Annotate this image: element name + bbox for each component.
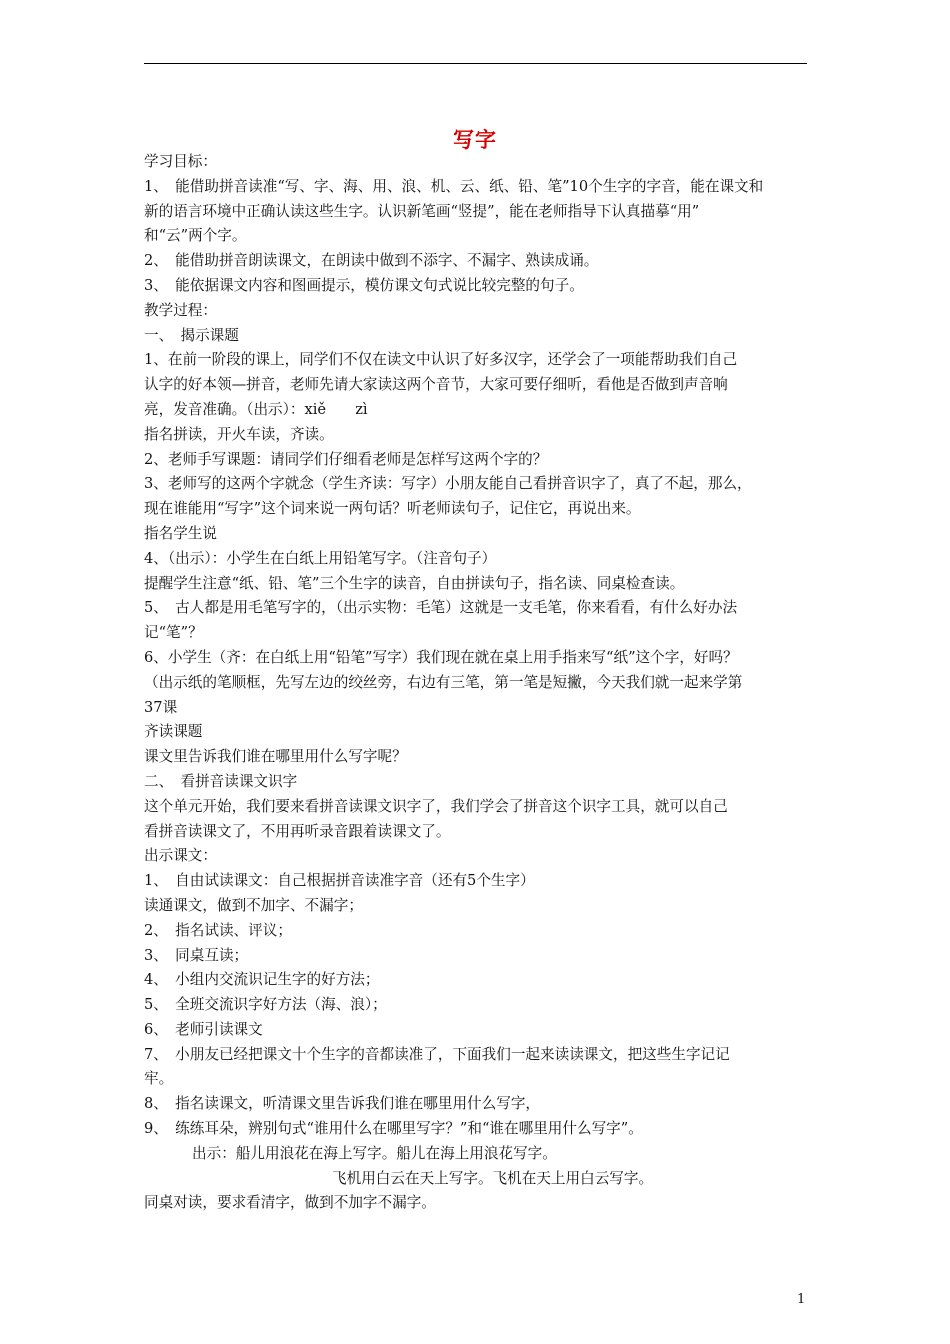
paragraph-line: 记“笔”？: [144, 624, 203, 642]
paragraph-line: 6、小学生（齐：在白纸上用“铅笔”写字）我们现在就在桌上用手指来写“纸”这个字，好吗？: [144, 648, 738, 666]
paragraph-line: 指名拼读，开火车读，齐读。: [144, 425, 334, 443]
paragraph-line: 1、在前一阶段的课上，同学们不仅在读文中认识了好多汉字，还学会了一项能帮助我们自己: [144, 351, 738, 369]
paragraph-line: 看拼音读课文了，不用再听录音跟着读课文了。: [144, 822, 451, 840]
paragraph-line: 新的语言环境中正确认读这些生字。认识新笔画“竖提”，能在老师指导下认真描摹“用”: [144, 202, 700, 220]
example-sentence-line: 出示：船儿用浪花在海上写字。船儿在海上用浪花写字。: [192, 1144, 557, 1162]
paragraph-line: 2、 能借助拼音朗读课文，在朗读中做到不添字、不漏字、熟读成诵。: [144, 252, 599, 270]
paragraph-line: 二、 看拼音读课文识字: [144, 772, 298, 790]
paragraph-line: 出示课文：: [144, 847, 217, 865]
paragraph-line: 齐读课题: [144, 723, 203, 741]
paragraph-line: 3、老师写的这两个字就念（学生齐读：写字）小朋友能自己看拼音识字了，真了不起，那么，: [144, 475, 752, 493]
paragraph-line: 4、 小组内交流识记生字的好方法；: [144, 971, 380, 989]
paragraph-line: 这个单元开始，我们要来看拼音读课文识字了，我们学会了拼音这个识字工具，就可以自己: [144, 797, 728, 815]
example-sentence-line: 飞机用白云在天上写字。飞机在天上用白云写字。: [332, 1169, 654, 1187]
document-body: [144, 150, 808, 1216]
document-title: 写字: [453, 127, 497, 152]
paragraph-line: 现在谁能用“写字”这个词来说一两句话？听老师读句子，记住它，再说出来。: [144, 500, 641, 518]
paragraph-line: 9、 练练耳朵，辨别句式“谁用什么在哪里写字？”和“谁在哪里用什么写字”。: [144, 1120, 643, 1138]
paragraph-line: 一、 揭示课题: [144, 326, 239, 344]
paragraph-line: 课文里告诉我们谁在哪里用什么写字呢？: [144, 748, 407, 766]
paragraph-line: 3、 同桌互读；: [144, 946, 249, 964]
paragraph-line: 认字的好本领—拼音，老师先请大家读这两个音节，大家可要仔细听，看他是否做到声音响: [144, 376, 728, 394]
paragraph-line: 5、 全班交流识字好方法（海、浪）；: [144, 996, 387, 1014]
paragraph-line: 读通课文，做到不加字、不漏字；: [144, 896, 363, 914]
paragraph-line: 2、老师手写课题：请同学们仔细看老师是怎样写这两个字的？: [144, 450, 548, 468]
page-number: 1: [797, 1292, 806, 1307]
paragraph-line: 3、 能依据课文内容和图画提示，模仿课文句式说比较完整的句子。: [144, 276, 584, 294]
paragraph-line: 6、 老师引读课文: [144, 1020, 263, 1038]
paragraph-line: 提醒学生注意“纸、铅、笔”三个生字的读音，自由拼读句子，指名读、同桌检查读。: [144, 574, 685, 592]
paragraph-line: 指名学生说: [144, 524, 217, 542]
paragraph-line: 牢。: [144, 1070, 174, 1088]
paragraph-line: 8、 指名读课文，听清课文里告诉我们谁在哪里用什么写字，: [144, 1095, 541, 1113]
paragraph-line: 2、 指名试读、评议；: [144, 921, 292, 939]
paragraph-line: 5、 古人都是用毛笔写字的，（出示实物：毛笔）这就是一支毛笔，你来看看，有什么好办法: [144, 599, 738, 617]
paragraph-line: （出示纸的笔顺框，先写左边的绞丝旁，右边有三笔，第一笔是短撇，今天我们就一起来学第: [144, 673, 743, 691]
paragraph-line: 教学过程：: [144, 301, 217, 319]
paragraph-line: 1、 自由试读课文：自己根据拼音读准字音（还有5个生字）: [144, 872, 535, 890]
paragraph-line: 同桌对读，要求看清字，做到不加字不漏字。: [144, 1194, 436, 1212]
paragraph-line: 4、（出示）：小学生在白纸上用铅笔写字。（注音句子）: [144, 549, 497, 567]
paragraph-line: 37课: [144, 698, 178, 716]
paragraph-line: 亮，发音准确。（出示）：xiě zì: [144, 400, 368, 418]
header-rule: [144, 63, 807, 64]
paragraph-line: 1、 能借助拼音读准“写、字、海、用、浪、机、云、纸、铅、笔”10个生字的字音，能在课文和: [144, 177, 764, 195]
paragraph-line: 学习目标：: [144, 153, 217, 170]
paragraph-line: 和“云”两个字。: [144, 227, 247, 245]
paragraph-line: 7、 小朋友已经把课文十个生字的音都读准了，下面我们一起来读读课文，把这些生字记记: [144, 1045, 730, 1063]
